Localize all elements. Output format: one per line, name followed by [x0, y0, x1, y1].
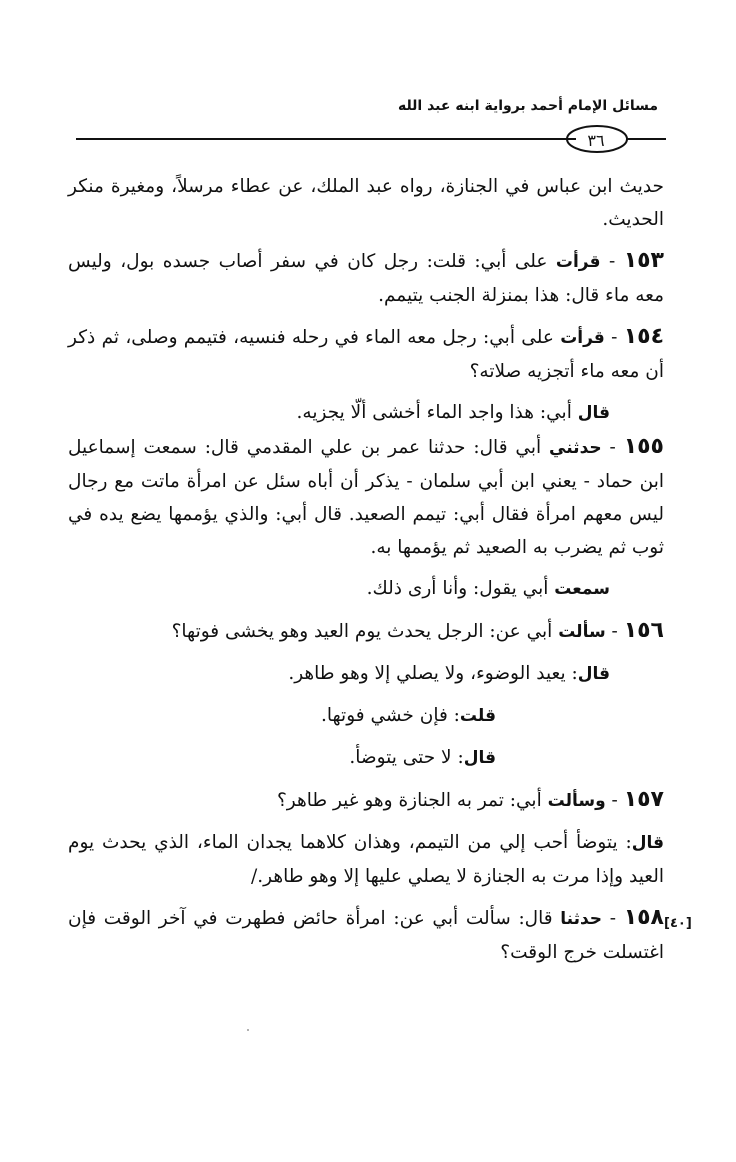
- entry-keyword: قرأت: [560, 328, 605, 348]
- answer-text: أبي: هذا واجد الماء أخشى ألّا يجزيه.: [296, 402, 578, 423]
- entry-text: أبي قال: حدثنا عمر بن علي المقدمي قال: سمعت إسماعيل ابن حماد - يعني ابن أبي سلمان - يذكر أن أباه سئل عن امرأة ماتت مع رجال ليس معهم امرأة فقال أبي: تيمم الصعيد. قال أبي: والذي يؤممها يضع يده في ثوب ثم يضرب به الصعيد ثم يؤممها به.: [68, 437, 664, 558]
- entry-158: ١٥٨ - حدثنا قال: سألت أبي عن: امرأة حائض فطهرت في آخر الوقت فإن اغتسلت خرج الوقت؟: [68, 905, 664, 963]
- entry-154: ١٥٤ - قرأت على أبي: رجل معه الماء في رحله فنسيه، فتيمم وصلى، ثم ذكر أن معه ماء أتجزيه صلاته؟: [68, 324, 665, 382]
- running-header-title: مسائل الإمام أحمد برواية ابنه عبد الله: [397, 98, 658, 114]
- answer-157: [68, 826, 664, 893]
- entry-text: على أبي: رجل معه الماء في رحله فنسيه، فتيمم وصلى، ثم ذكر أن معه ماء أتجزيه صلاته؟: [68, 327, 664, 382]
- entry-text: أبي: تمر به الجنازة وهو غير طاهر؟: [276, 790, 548, 811]
- entry-text: قال: سألت أبي عن: امرأة حائض فطهرت في آخر الوقت فإن اغتسلت خرج الوقت؟: [68, 908, 664, 963]
- answer-keyword: قال: [577, 403, 610, 423]
- answer-154: [68, 396, 664, 430]
- question-keyword: قلت: [459, 706, 496, 726]
- entry-keyword: حدثنا: [560, 909, 603, 929]
- entry-text: حديث ابن عباس في الجنازة، رواه عبد الملك، عن عطاء مرسلاً، ومغيرة منكر الحديث.: [68, 176, 664, 230]
- entry-number: ١٥٧: [623, 787, 664, 812]
- page-number: ٣٦: [587, 130, 605, 150]
- entry-155: ١٥٥ - حدثني أبي قال: حدثنا عمر بن علي المقدمي قال: سمعت إسماعيل ابن حماد - يعني ابن أبي سلمان - يذكر أن أباه سئل عن امرأة ماتت مع رجال ليس معهم امرأة فقال أبي: تيمم الصعيد. قال أبي: والذي يؤممها يضع يده في ثوب ثم يضرب به الصعيد ثم يؤممها به.: [68, 434, 664, 558]
- paper-speck: [247, 1029, 249, 1031]
- entry-keyword: وسألت: [547, 791, 606, 811]
- entry-keyword: قرأت: [555, 252, 601, 272]
- page-body: [68, 170, 664, 969]
- entry-156: ١٥٦ - سألت أبي عن: الرجل يحدث يوم العيد وهو يخشى فوتها؟: [171, 618, 664, 643]
- question-156: [68, 699, 664, 733]
- answer-text: : لا حتى يتوضأ.: [349, 747, 464, 768]
- answer-keyword: قال: [631, 833, 664, 853]
- answer-keyword: قال: [577, 664, 610, 684]
- entry-number: ١٥٤: [623, 324, 665, 349]
- entry-keyword: سألت: [558, 622, 606, 642]
- answer-156: [68, 657, 664, 691]
- entry-153: ١٥٣ - قرأت على أبي: قلت: رجل كان في سفر أصاب جسده بول، وليس معه ماء قال: هذا بمنزلة الجنب يتيمم.: [68, 248, 664, 306]
- answer-156-b: [68, 741, 664, 775]
- question-text: : فإن خشي فوتها.: [321, 705, 460, 726]
- entry-157: ١٥٧ - وسألت أبي: تمر به الجنازة وهو غير طاهر؟: [276, 787, 664, 812]
- entry-number: ١٥٨: [623, 905, 664, 930]
- answer-keyword: قال: [463, 748, 496, 768]
- entry-number: ١٥٣: [623, 248, 664, 273]
- entry-text: على أبي: قلت: رجل كان في سفر أصاب جسده بول، وليس معه ماء قال: هذا بمنزلة الجنب يتيمم.: [68, 251, 664, 306]
- entry-number: ١٥٦: [623, 618, 664, 643]
- entry-keyword: حدثني: [549, 438, 602, 458]
- answer-text: : يعيد الوضوء، ولا يصلي إلا وهو طاهر.: [288, 663, 578, 684]
- note-155: [68, 572, 664, 606]
- entry-152-continuation: [68, 170, 664, 236]
- answer-text: : يتوضأ أحب إلي من التيمم، وهذان كلاهما يجدان الماء، الذي يحدث يوم العيد وإذا مرت به الجنازة لا يصلي عليها إلا وهو طاهر./: [68, 832, 664, 887]
- margin-page-marker: [٤٠]: [664, 916, 692, 931]
- note-keyword: سمعت: [554, 579, 610, 599]
- note-text: أبي يقول: وأنا أرى ذلك.: [366, 578, 555, 599]
- entry-number: ١٥٥: [623, 434, 664, 459]
- entry-text: أبي عن: الرجل يحدث يوم العيد وهو يخشى فوتها؟: [171, 621, 559, 642]
